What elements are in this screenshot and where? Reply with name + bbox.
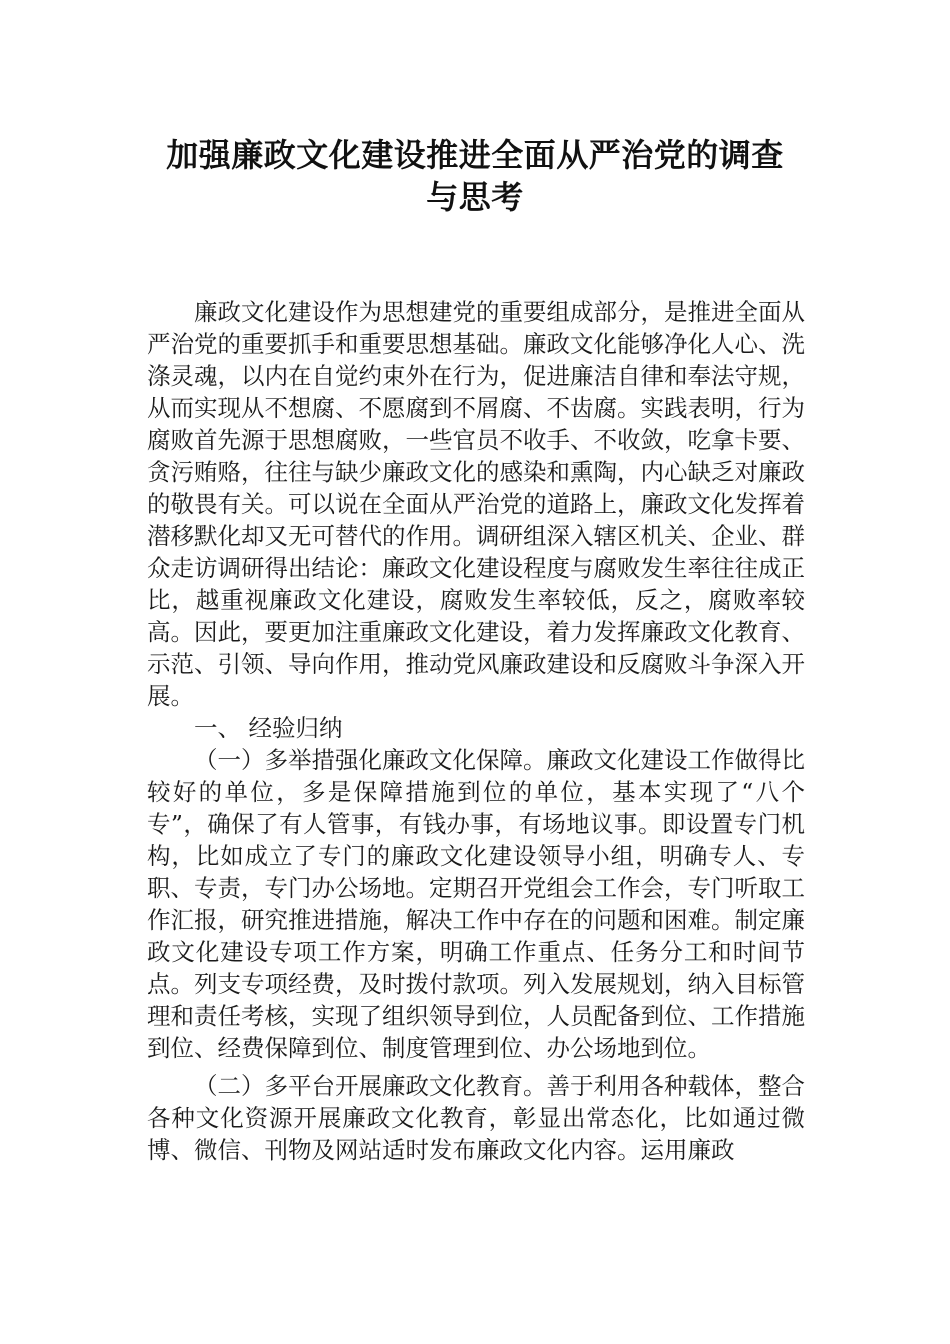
title-line-1: 加强廉政文化建设推进全面从严治党的调查 — [166, 136, 784, 174]
subsection-1-paragraph: （一）多举措强化廉政文化保障。廉政文化建设工作做得比较好的单位，多是保障措施到位的单位，基本实现了“八个专”，确保了有人管事，有钱办事，有场地议事。即设置专门机构，比如成立了专门的廉政文化建设领导小组，明确专人、专职、专责，专门办公场地。定期召开党组会工作会，专门听取工作汇报，研究推进措施，解决工作中存在的问题和困难。制定廉政文化建设专项工作方案，明确工作重点、任务分工和时间节点。列支专项经费，及时拨付款项。列入发展规划，纳入目标管理和责任考核，实现了组织领导到位，人员配备到位、工作措施到位、经费保障到位、制度管理到位、办公场地到位。 — [147, 746, 805, 1062]
title-line-2: 与思考 — [426, 178, 524, 216]
subsection-2-paragraph: （二）多平台开展廉政文化教育。善于利用各种载体，整合各种文化资源开展廉政文化教育，彰显出常态化，比如通过微博、微信、刊物及网站适时发布廉政文化内容。运用廉政 — [147, 1072, 805, 1164]
section-heading-experience: 一、 经验归纳 — [194, 714, 343, 742]
intro-paragraph: 廉政文化建设作为思想建党的重要组成部分，是推进全面从严治党的重要抓手和重要思想基础。廉政文化能够净化人心、洗涤灵魂，以内在自觉约束外在行为，促进廉洁自律和奉法守规，从而实现从不想腐、不愿腐到不屑腐、不齿腐。实践表明，行为腐败首先源于思想腐败，一些官员不收手、不收敛，吃拿卡要、贪污贿赂，往往与缺少廉政文化的感染和熏陶，内心缺乏对廉政的敬畏有关。可以说在全面从严治党的道路上，廉政文化发挥着潜移默化却又无可替代的作用。调研组深入辖区机关、企业、群众走访调研得出结论：廉政文化建设程度与腐败发生率往往成正比，越重视廉政文化建设，腐败发生率较低，反之，腐败率较高。因此，要更加注重廉政文化建设，着力发挥廉政文化教育、示范、引领、导向作用，推动党风廉政建设和反腐败斗争深入开展。 — [147, 298, 805, 710]
document-body — [147, 296, 805, 1166]
document-title — [145, 134, 805, 218]
